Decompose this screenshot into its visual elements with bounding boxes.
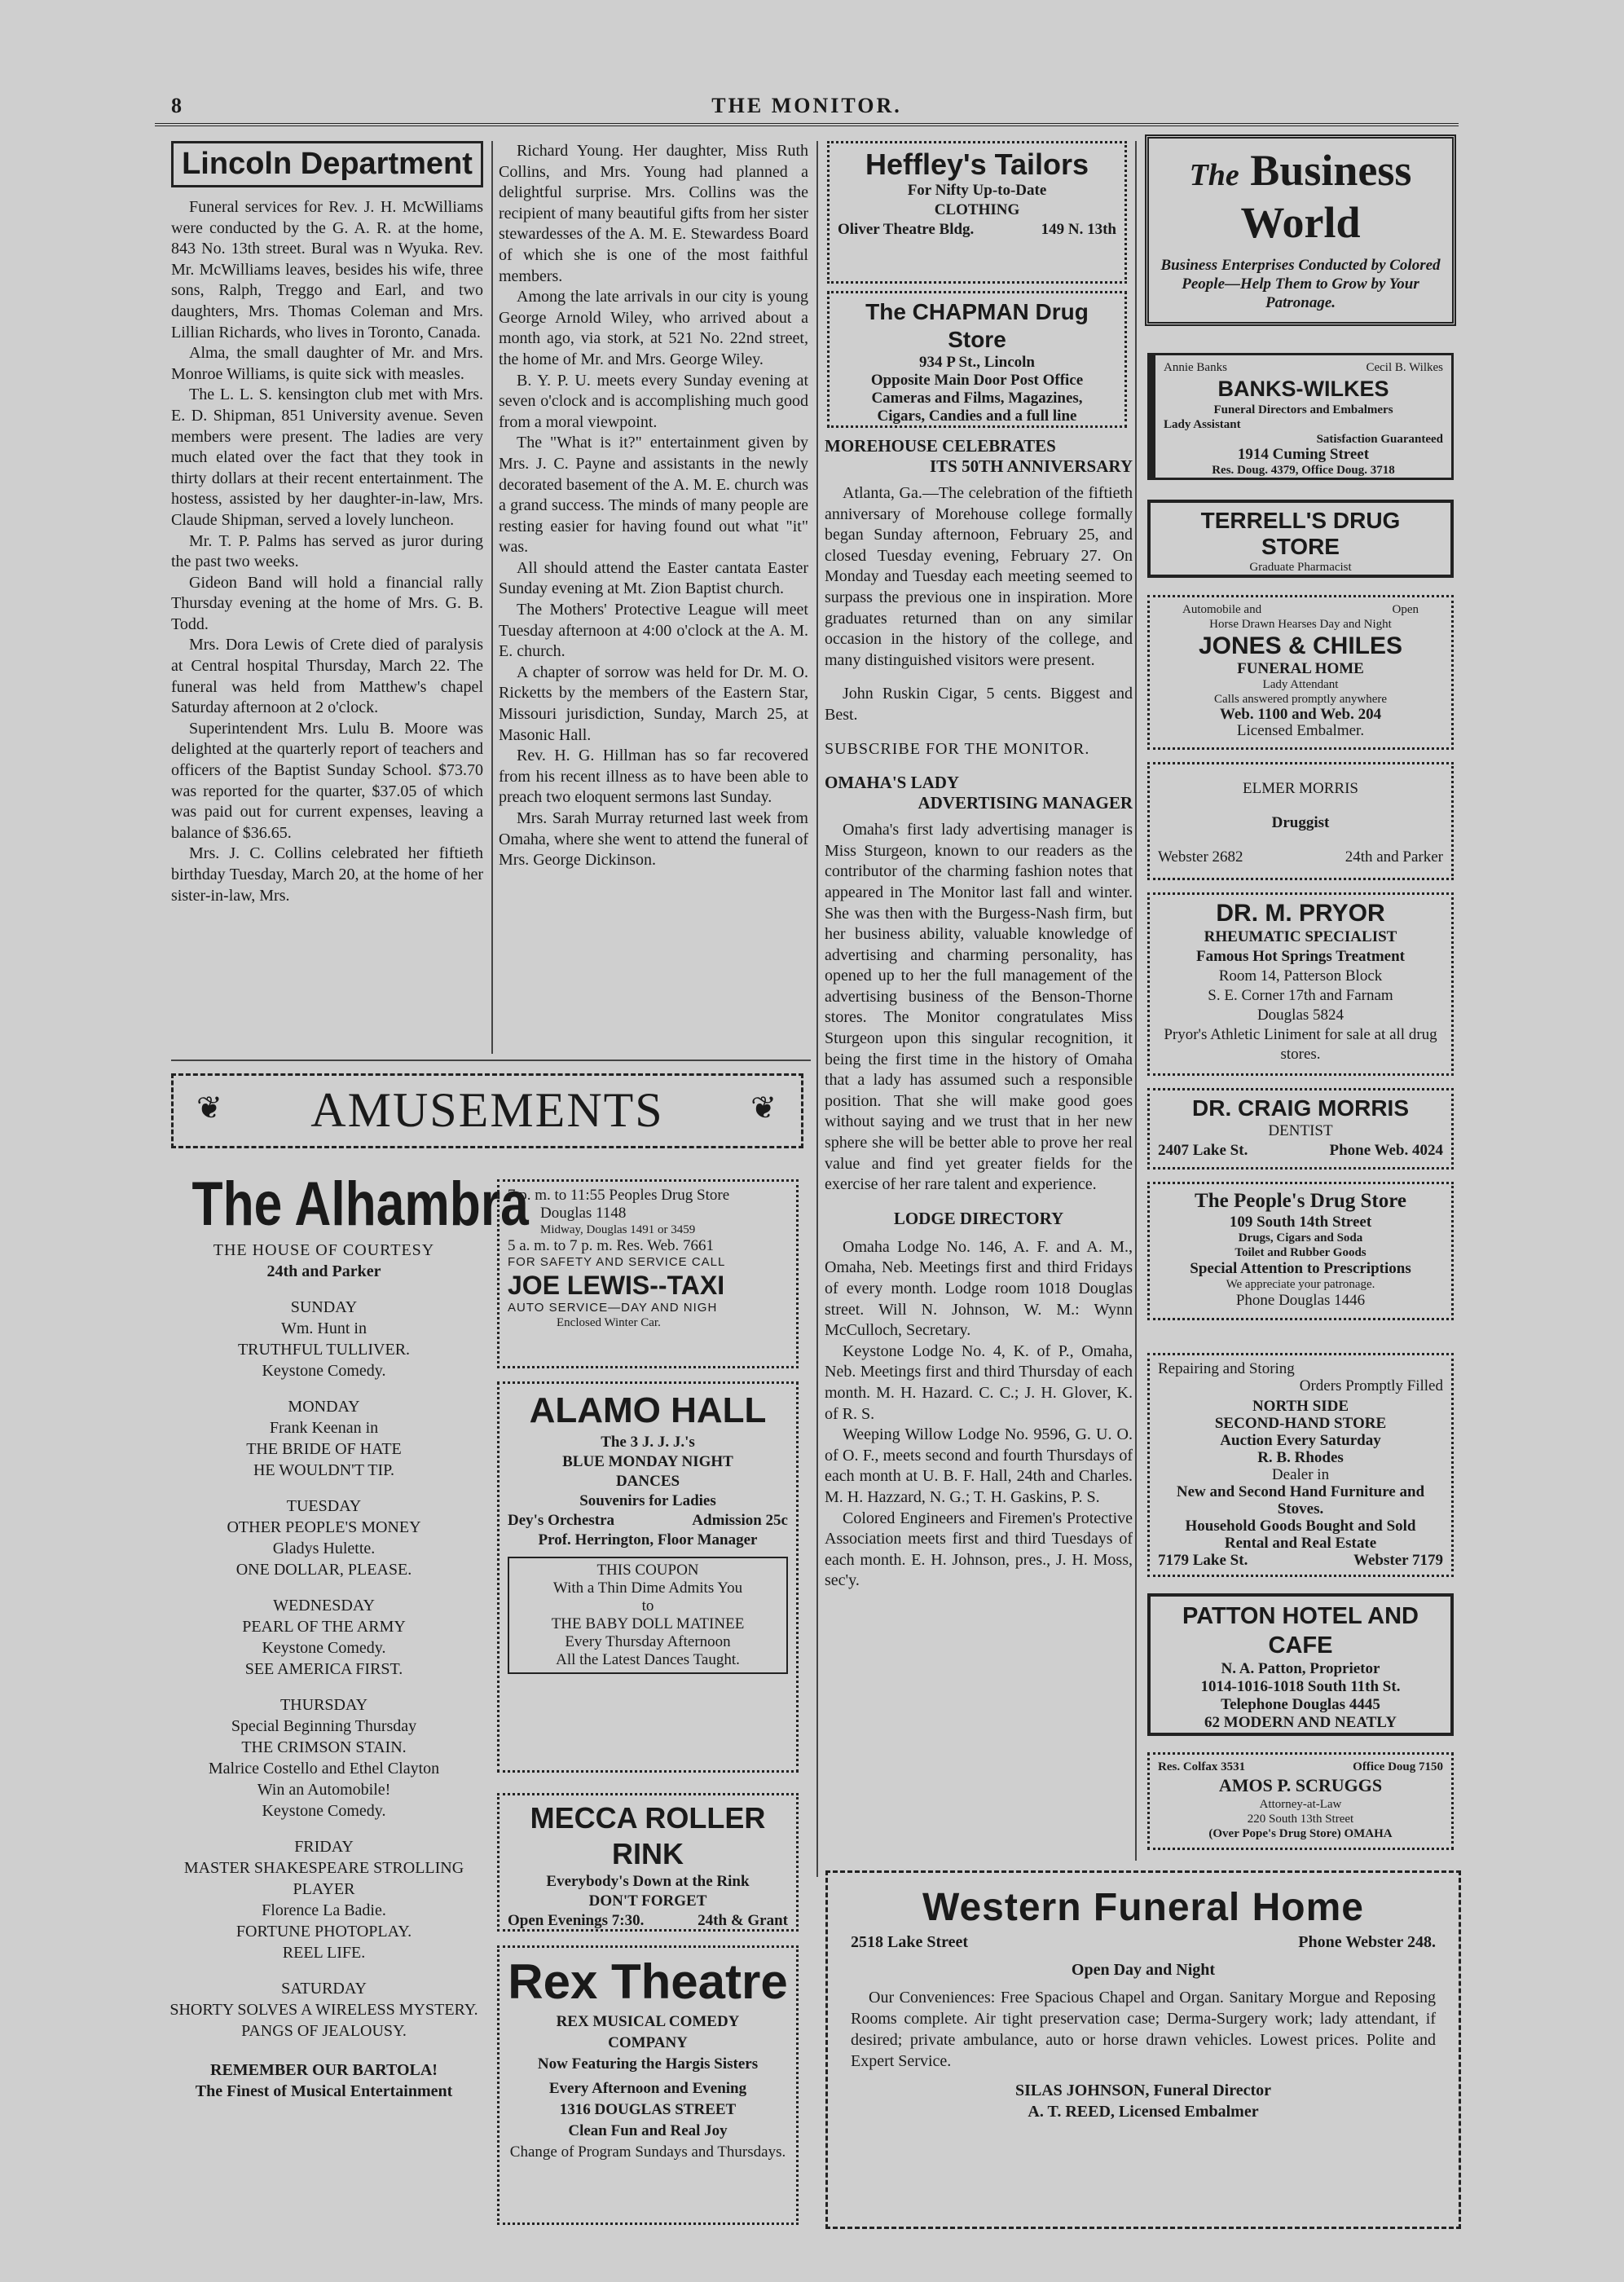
north-side-ad — [1147, 1353, 1454, 1577]
omaha-lady-heading-2: ADVERTISING MANAGER — [918, 793, 1133, 813]
heffley-name: Heffley's Tailors — [865, 148, 1089, 181]
scruggs-name: AMOS P. SCRUGGS — [1218, 1775, 1383, 1795]
jones-chiles-name: JONES & CHILES — [1198, 632, 1403, 659]
mecca-row — [508, 1911, 788, 1931]
schedule-line: Win an Automobile! — [257, 1781, 391, 1799]
patton-line: 1014-1016-1018 South 11th St. — [1200, 1678, 1401, 1695]
western-signature: SILAS JOHNSON, Funeral Director — [1014, 2082, 1272, 2099]
lincoln-paragraph: Superintendent Mrs. Lulu B. Moore was delighted at the quarterly report of teachers and officers of the Baptist Sunday School. $73.70 was reported for the quarter, $37.05 of which was paid out for current expenses, leaving a balance of $36.65. — [171, 719, 483, 842]
northside-line: Household Goods Bought and Sold — [1185, 1518, 1416, 1535]
peoples-drug-ad — [1147, 1182, 1454, 1320]
mecca-left: Open Evenings 7:30. — [508, 1912, 645, 1929]
alhambra-footer: REMEMBER OUR BARTOLA! — [210, 2061, 438, 2079]
terrell-ad — [1147, 500, 1454, 578]
alamo-right: Admission 25c — [692, 1512, 788, 1529]
alamo-row — [508, 1511, 788, 1531]
schedule-day: WEDNESDAY — [273, 1597, 375, 1615]
news-paragraph: A chapter of sorrow was held for Dr. M. O. Ricketts by the members of the Eastern Star, Missouri jurisdiction, Sunday, March 25, at Masonic Hall. — [499, 663, 808, 744]
rex-theatre-name: Rex Theatre — [508, 1954, 788, 2009]
alhambra-ad — [163, 1170, 529, 2245]
schedule-line: THE BRIDE OF HATE — [246, 1440, 402, 1458]
mecca-line: Everybody's Down at the Rink — [546, 1873, 750, 1890]
northside-left: 7179 Lake St. — [1158, 1552, 1248, 1569]
rex-line: Every Afternoon and Evening — [548, 2080, 747, 2097]
schedule-line: Florence La Badie. — [262, 1901, 386, 1919]
jones-chiles-ad — [1147, 595, 1454, 750]
patton-hotel-ad — [1147, 1593, 1454, 1736]
schedule-day: SATURDAY — [281, 1980, 367, 1998]
mecca-line — [508, 1931, 788, 1932]
banks-line: Lady Assistant — [1164, 418, 1241, 431]
jones-line: Lady Attendant — [1262, 678, 1339, 691]
joe-lewis-taxi-ad — [497, 1179, 799, 1368]
rex-theatre-ad — [497, 1945, 799, 2225]
northside-line: Dealer in — [1271, 1466, 1330, 1483]
peoples-line: Toilet and Rubber Goods — [1235, 1246, 1367, 1259]
northside-line: R. B. Rhodes — [1257, 1449, 1344, 1466]
western-funeral-home-ad — [825, 1870, 1461, 2229]
alhambra-sub-2: 24th and Parker — [266, 1262, 381, 1280]
alamo-coupon — [508, 1557, 788, 1674]
column-rule — [1135, 141, 1137, 1861]
elmer-morris-ad — [1147, 762, 1454, 880]
taxi-line: AUTO SERVICE—DAY AND NIGH — [508, 1301, 718, 1315]
chapman-name: The CHAPMAN Drug Store — [865, 299, 1089, 352]
banks-names — [1164, 360, 1443, 375]
terrell-name: TERRELL'S DRUG STORE — [1200, 508, 1401, 559]
schedule-line: SEE AMERICA FIRST. — [244, 1660, 403, 1678]
western-phone: Phone Webster 248. — [1298, 1933, 1436, 1951]
news-paragraph: Rev. H. G. Hillman has so far recovered from his recent illness as to have been able to preach two eloquent sermons last Sunday. — [499, 747, 808, 807]
northside-line: New and Second Hand Furniture and Stoves. — [1176, 1483, 1425, 1518]
banks-line: Res. Doug. 4379, Office Doug. 3718 — [1212, 464, 1395, 477]
schedule-line: FORTUNE PHOTOPLAY. — [235, 1923, 412, 1941]
alamo-line: BLUE MONDAY NIGHT — [562, 1453, 733, 1470]
heffley-address — [838, 220, 1116, 240]
lincoln-paragraph: Mrs. Dora Lewis of Crete died of paralysis at Central hospital Thursday, March 22. The funeral was held from Matthew's chapel Saturday afternoon at 2 o'clock. — [171, 636, 483, 717]
taxi-line: 5 a. m. to 7 p. m. Res. Web. 7661 — [508, 1237, 715, 1254]
section-rule — [171, 1060, 811, 1061]
patton-name: PATTON HOTEL AND CAFE — [1182, 1603, 1419, 1659]
heffley-line: For Nifty Up-to-Date — [907, 182, 1047, 199]
alamo-left: Dey's Orchestra — [508, 1512, 615, 1529]
patton-line: Telephone Douglas 4445 — [1221, 1696, 1380, 1713]
alamo-line: Souvenirs for Ladies — [579, 1492, 716, 1509]
schedule-line: PANGS OF JEALOUSY. — [241, 2022, 407, 2040]
business-world-title — [1157, 147, 1444, 199]
schedule-line: Special Beginning Thursday — [231, 1717, 417, 1735]
schedule-line: Wm. Hunt in — [281, 1319, 367, 1337]
schedule-line: REEL LIFE. — [282, 1944, 366, 1962]
rex-line: COMPANY — [608, 2034, 688, 2051]
news-paragraph: The Mothers' Protective League will meet Tuesday afternoon at 4:00 o'clock at the A. M. E. church. — [499, 601, 808, 661]
banks-wilkes-name: BANKS-WILKES — [1217, 377, 1389, 401]
pryor-name: DR. M. PRYOR — [1216, 900, 1385, 927]
pryor-ad — [1147, 892, 1454, 1076]
schedule-line: Malrice Costello and Ethel Clayton — [208, 1760, 440, 1778]
northside-line: NORTH SIDE — [1252, 1398, 1349, 1415]
schedule-day: TUESDAY — [286, 1497, 362, 1515]
column-rule — [491, 141, 493, 1054]
rex-line: 1316 DOUGLAS STREET — [559, 2101, 737, 2118]
peoples-line: Special Attention to Prescriptions — [1190, 1260, 1411, 1277]
taxi-line: 7 p. m. to 11:55 Peoples Drug Store — [508, 1187, 730, 1204]
terrell-row — [1159, 575, 1442, 578]
peoples-line: We appreciate your patronage. — [1226, 1278, 1375, 1291]
banks-line: 1914 Cuming Street — [1237, 446, 1370, 463]
news-paragraph: Among the late arrivals in our city is young George Arnold Wiley, who arrived about a month ago, via stork, at 521 No. 22nd street, the home of Mr. and Mrs. George Wiley. — [499, 288, 808, 368]
heffley-addr-right: 149 N. 13th — [1041, 221, 1116, 238]
lincoln-paragraph: Gideon Band will hold a financial rally Thursday evening at the home of Mrs. G. B. Todd. — [171, 573, 483, 633]
schedule-line: SHORTY SOLVES A WIRELESS MYSTERY. — [169, 2001, 478, 2019]
lodge-heading: LODGE DIRECTORY — [893, 1208, 1064, 1228]
jones-row — [1158, 602, 1443, 617]
patton-line — [1159, 1732, 1442, 1736]
morris-right: 24th and Parker — [1345, 848, 1443, 866]
banks-wilkes-ad — [1147, 353, 1454, 480]
morris-row — [1158, 848, 1443, 867]
elmer-morris-sub: Druggist — [1271, 814, 1330, 831]
schedule-line: ONE DOLLAR, PLEASE. — [235, 1561, 412, 1579]
masthead — [155, 94, 1459, 126]
craig-morris-sub: DENTIST — [1268, 1122, 1333, 1139]
taxi-line: Midway, Douglas 1491 or 3459 — [540, 1223, 696, 1236]
alamo-line: DANCES — [615, 1473, 680, 1490]
alamo-hall-name: ALAMO HALL — [529, 1390, 767, 1430]
coupon-line: All the Latest Dances Taught. — [556, 1651, 740, 1668]
elmer-morris-name: ELMER MORRIS — [1243, 780, 1358, 797]
col2-articles — [499, 141, 808, 871]
northside-line: Auction Every Saturday — [1220, 1432, 1381, 1449]
lodge-entry: Weeping Willow Lodge No. 9596, G. U. O. of O. F., meets second and fourth Thursdays of each month at U. B. F. Hall, 24th and Charles. M. H. Hazzard, N. G.; T. H. Gaskins, P. S. — [825, 1425, 1133, 1506]
terrell-left — [1175, 575, 1262, 578]
craig-morris-name: DR. CRAIG MORRIS — [1192, 1095, 1409, 1121]
jones-line: Horse Drawn Hearses Day and Night — [1209, 618, 1392, 631]
news-paragraph: Mrs. Sarah Murray returned last week from Omaha, where she went to attend the funeral of Mrs. George Dickinson. — [499, 809, 808, 870]
schedule-line: HE WOULDN'T TIP. — [253, 1461, 395, 1479]
western-address: 2518 Lake Street — [851, 1933, 969, 1951]
flower-ornament-icon: ❦ — [750, 1091, 778, 1126]
chapman-line — [838, 425, 1116, 428]
taxi-line: Enclosed Winter Car. — [557, 1316, 661, 1329]
pryor-line: Room 14, Patterson Block — [1218, 967, 1383, 985]
rex-line: Change of Program Sundays and Thursdays. — [509, 2143, 786, 2161]
western-text: Our Conveniences: Free Spacious Chapel and Organ. Sanitary Morgue and Reposing Rooms complete. Air tight preservation case; Derma-Surgery work; lady attendant, if desired; private ambulance, auto or horse drawn vehicles. Lowest prices. Polite and Expert Service. — [851, 1989, 1436, 2070]
western-open: Open Day and Night — [1071, 1961, 1216, 1979]
taxi-line: FOR SAFETY AND SERVICE CALL — [508, 1255, 726, 1269]
amusements-title: AMUSEMENTS — [310, 1083, 664, 1137]
title-business: Business — [1250, 146, 1412, 195]
western-funeral-name: Western Funeral Home — [922, 1886, 1364, 1929]
lincoln-paragraph: Alma, the small daughter of Mr. and Mrs. Monroe Williams, is quite sick with measles. — [171, 344, 483, 383]
news-paragraph: B. Y. P. U. meets every Sunday evening at seven o'clock and is accomplishing much good from a moral viewpoint. — [499, 371, 808, 431]
newspaper-page — [155, 77, 1467, 2262]
coupon-line: With a Thin Dime Admits You — [552, 1579, 743, 1597]
schedule-line: OTHER PEOPLE'S MONEY — [227, 1518, 421, 1536]
scruggs-ad — [1147, 1752, 1454, 1850]
chapman-line: Opposite Main Door Post Office — [870, 372, 1084, 389]
amusements-banner — [171, 1073, 803, 1148]
jones-left: Automobile and — [1182, 603, 1262, 616]
morehouse-heading-2: ITS 50TH ANNIVERSARY — [930, 456, 1133, 476]
rex-line: Clean Fun and Real Joy — [568, 2122, 728, 2139]
mecca-right: 24th & Grant — [698, 1912, 788, 1929]
lincoln-paragraph: Mr. T. P. Palms has served as juror during the past two weeks. — [171, 531, 483, 571]
subscribe-notice: SUBSCRIBE FOR THE MONITOR. — [825, 739, 1090, 758]
title-world: World — [1240, 198, 1361, 247]
lincoln-articles — [171, 197, 483, 906]
lincoln-column — [171, 141, 483, 1054]
heffley-ad — [827, 141, 1127, 284]
news-paragraph: The "What is it?" entertainment given by Mrs. J. C. Payne and assistants in the newly decorated basement of the A. M. E. church was a grand success. The minds of many people are resting easier for having found out what "it" was. — [499, 434, 808, 557]
craig-morris-ad — [1147, 1088, 1454, 1170]
schedule-line: PEARL OF THE ARMY — [242, 1618, 406, 1636]
heffley-addr-left: Oliver Theatre Bldg. — [838, 221, 975, 238]
coupon-line: to — [641, 1597, 654, 1615]
schedule-line: Keystone Comedy. — [262, 1362, 386, 1380]
business-world-box — [1145, 134, 1456, 326]
pryor-line: S. E. Corner 17th and Farnam — [1208, 987, 1393, 1004]
business-world-tagline: Business Enterprises Conducted by Colored People—Help Them to Grow by Your Patronage. — [1160, 257, 1441, 311]
lodge-directory — [825, 1237, 1133, 1592]
page-number: 8 — [171, 94, 182, 117]
jones-line: Web. 1100 and Web. 204 — [1219, 706, 1382, 723]
schedule-line: Gladys Hulette. — [272, 1540, 376, 1557]
northside-line: Repairing and Storing — [1158, 1360, 1295, 1377]
rex-line: REX MUSICAL COMEDY — [556, 2013, 740, 2030]
schedule-day: FRIDAY — [294, 1838, 354, 1856]
chapman-line: 934 P St., Lincoln — [919, 354, 1035, 371]
northside-line: Rental and Real Estate — [1224, 1535, 1377, 1552]
schedule-line: TRUTHFUL TULLIVER. — [237, 1341, 411, 1359]
craig-row — [1158, 1141, 1443, 1161]
column-rule — [816, 141, 818, 1877]
scruggs-right: Office Doug 7150 — [1353, 1760, 1443, 1773]
jones-line: Licensed Embalmer. — [1236, 722, 1365, 739]
ruskin-notice: John Ruskin Cigar, 5 cents. Biggest and Best. — [825, 685, 1133, 724]
lincoln-paragraph: Mrs. J. C. Collins celebrated her fiftieth birthday Tuesday, March 20, at the home of her sister-in-law, Mrs. — [171, 844, 483, 905]
pryor-line: Famous Hot Springs Treatment — [1196, 948, 1405, 965]
scruggs-line: 220 South 13th Street — [1247, 1813, 1354, 1826]
schedule-day: THURSDAY — [279, 1696, 368, 1714]
scruggs-row — [1158, 1760, 1443, 1774]
banks-name-right: Cecil B. Wilkes — [1366, 361, 1443, 374]
patton-line: N. A. Patton, Proprietor — [1221, 1660, 1380, 1677]
chapman-line: Cigars, Candies and a full line — [877, 408, 1077, 425]
schedule-line: THE CRIMSON STAIN. — [241, 1738, 407, 1756]
rex-line: Now Featuring the Hargis Sisters — [537, 2055, 759, 2073]
mecca-roller-rink-ad — [497, 1793, 799, 1932]
flower-ornament-icon: ❦ — [196, 1091, 224, 1126]
peoples-drug-name: The People's Drug Store — [1195, 1190, 1406, 1212]
scruggs-left: Res. Colfax 3531 — [1158, 1760, 1246, 1773]
morehouse-article: Atlanta, Ga.—The celebration of the fiftieth anniversary of Morehouse college formally began Sunday afternoon, February 25, and closed Tuesday evening, February 27. On Monday and Tuesday each meeting seemed to surpass the previous one in inspiration. More graduates returned than on any similar occasion in the history of the college, and many distinguished visitors were present. — [825, 484, 1133, 669]
schedule-line: MASTER SHAKESPEARE STROLLING PLAYER — [183, 1859, 464, 1898]
jones-right: Open — [1392, 603, 1419, 616]
joe-lewis-taxi-name: JOE LEWIS--TAXI — [508, 1271, 725, 1300]
jones-line: Calls answered promptly anywhere — [1213, 693, 1388, 706]
patton-line: 62 MODERN AND NEATLY — [1204, 1714, 1397, 1731]
northside-row — [1158, 1552, 1443, 1569]
title-the: The — [1189, 158, 1239, 192]
alamo-line: Prof. Herrington, Floor Manager — [538, 1531, 758, 1548]
lincoln-heading: Lincoln Department — [171, 141, 483, 187]
alamo-hall-ad — [497, 1381, 799, 1773]
banks-line: Funeral Directors and Embalmers — [1213, 403, 1393, 416]
pryor-line: RHEUMATIC SPECIALIST — [1204, 928, 1397, 945]
northside-right: Webster 7179 — [1353, 1552, 1443, 1569]
jones-line: FUNERAL HOME — [1237, 660, 1364, 677]
western-signature-2: A. T. REED, Licensed Embalmer — [1028, 2103, 1259, 2121]
alhambra-footer-2: The Finest of Musical Entertainment — [195, 2082, 453, 2100]
schedule-line: Keystone Comedy. — [262, 1802, 386, 1820]
alhambra-schedule — [163, 1297, 485, 2042]
craig-left: 2407 Lake St. — [1158, 1142, 1248, 1159]
lodge-entry: Omaha Lodge No. 146, A. F. and A. M., Omaha, Neb. Meetings first and third Fridays of every month. Lodge room 1018 Douglas street. Will N. Johnson, W. M.: Wynn McCulloch, Secretary. — [825, 1237, 1133, 1340]
coupon-line: THIS COUPON — [596, 1562, 699, 1579]
peoples-line: Phone Douglas 1446 — [1235, 1292, 1366, 1309]
pryor-line: Douglas 5824 — [1257, 1007, 1345, 1024]
banks-name-left: Annie Banks — [1164, 361, 1227, 374]
pryor-line: Pryor's Athletic Liniment for sale at all drug stores. — [1164, 1026, 1437, 1063]
schedule-line: Frank Keenan in — [269, 1419, 379, 1437]
western-row — [851, 1932, 1436, 1953]
schedule-line: Keystone Comedy. — [262, 1639, 386, 1657]
morris-left: Webster 2682 — [1158, 848, 1243, 866]
morehouse-heading: MOREHOUSE CELEBRATES — [825, 436, 1056, 456]
news-column-3 — [825, 436, 1133, 1862]
lincoln-paragraph: Funeral services for Rev. J. H. McWilliams were conducted by the G. A. R. at the home, 843 No. 13th street. Bural was n Wyuka. Rev. Mr. McWilliams leaves, besides his wife, three sons, Ralph, Treggo and Earl, and two daughters, Mrs. Thomas Coleman and Mrs. Lillian Richards, who lives in Toronto, Canada. — [171, 198, 483, 341]
mecca-line: DON'T FORGET — [588, 1892, 707, 1910]
scruggs-line: Attorney-at-Law — [1259, 1798, 1342, 1811]
chapman-ad — [827, 291, 1127, 428]
banks-line: Satisfaction Guaranteed — [1316, 433, 1443, 446]
news-paragraph: All should attend the Easter cantata Easter Sunday evening at Mt. Zion Baptist church. — [499, 558, 808, 598]
lodge-entry: Keystone Lodge No. 4, K. of P., Omaha, Neb. Meetings first and third Thursday of each month. M. H. Hazard. C. C.; J. H. Glover, K. of R. S. — [825, 1341, 1133, 1423]
northside-line: Orders Promptly Filled — [1299, 1377, 1443, 1394]
scruggs-line: (Over Pope's Drug Store) OMAHA — [1208, 1827, 1393, 1840]
chapman-line: Cameras and Films, Magazines, — [871, 390, 1083, 407]
alhambra-sub: THE HOUSE OF COURTESY — [213, 1241, 435, 1259]
peoples-line: 109 South 14th Street — [1229, 1214, 1372, 1231]
lincoln-paragraph: The L. L. S. kensington club met with Mrs. E. D. Shipman, 851 University avenue. Seven members were present. The ladies are very much elated over the fact that they took in thirty dollars at their recent entertainment. The hostess, assisted by her daughter-in-law, Mrs. Claude Shipman, served a lovely luncheon. — [171, 385, 483, 529]
lodge-entry: Colored Engineers and Firemen's Protective Association meets first and third Tuesdays of each month. E. H. Johnson, pres., J. H. Moss, sec'y. — [825, 1509, 1133, 1590]
coupon-line: THE BABY DOLL MATINEE — [551, 1615, 745, 1632]
northside-line: SECOND-HAND STORE — [1214, 1415, 1387, 1432]
heffley-line: CLOTHING — [934, 201, 1020, 218]
schedule-day: MONDAY — [288, 1398, 360, 1416]
terrell-line: Graduate Pharmacist — [1249, 561, 1352, 574]
omaha-lady-article: Omaha's first lady advertising manager is Miss Sturgeon, known to our readers as the contributor of the charming fashion notes that appeared in The Monitor last fall and winter. She was then with the Burgess-Nash firm, but her business ability, valuable knowledge of advertising and charming personality, has opened up to her the full management of the advertising business of the Benson-Thorne stores. The Monitor congratulates Miss Sturgeon upon this singular recognition, it being the first time in the history of Omaha that a lady has assumed such a responsible position. That she will make good goes without saying and we trust that in her new sphere she will be better able to prove her real value and find yet greater fields for the exercise of her rare talent and experience. — [825, 821, 1133, 1194]
schedule-day: SUNDAY — [290, 1298, 358, 1316]
mecca-name: MECCA ROLLER RINK — [530, 1801, 766, 1870]
alamo-line: The 3 J. J. J.'s — [601, 1434, 695, 1451]
taxi-line: Douglas 1148 — [540, 1205, 627, 1222]
news-paragraph: Richard Young. Her daughter, Miss Ruth Collins, and Mrs. Young had planned a delightful surprise. Mrs. Collins was the recipient of many beautiful gifts from her sister stewardesses of the A. M. E. Stewardess Board of which she is one of the most faithful members. — [499, 142, 808, 285]
alhambra-name: The Alhambra — [191, 1170, 529, 1239]
omaha-lady-heading: OMAHA'S LADY — [825, 773, 960, 793]
news-column-2 — [499, 141, 808, 1054]
peoples-line: Drugs, Cigars and Soda — [1238, 1231, 1363, 1245]
newspaper-title: THE MONITOR. — [711, 94, 902, 117]
craig-right: Phone Web. 4024 — [1329, 1142, 1443, 1159]
terrell-right — [1336, 575, 1426, 578]
coupon-line: Every Thursday Afternoon — [565, 1633, 731, 1650]
